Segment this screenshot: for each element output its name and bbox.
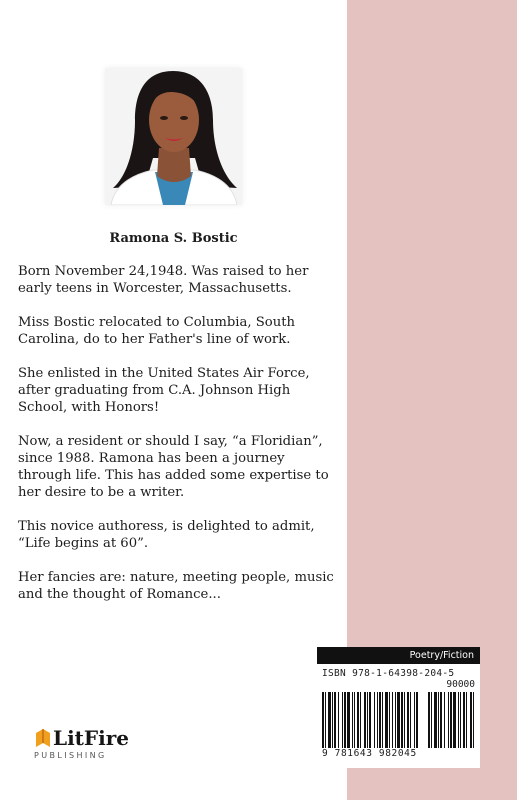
bio-paragraph: This novice authoress, is delighted to admit, “Life begins at 60”. xyxy=(18,519,315,551)
barcode-bars-icon xyxy=(322,692,475,748)
ean-number: 9 781643 982045 xyxy=(322,748,417,759)
publisher-subtitle: PUBLISHING xyxy=(34,751,107,760)
bio-paragraph: Her fancies are: nature, meeting people, music and the thought of Romance... xyxy=(18,570,334,602)
bio-paragraph: Miss Bostic relocated to Columbia, South Carolina, do to her Father's line of work. xyxy=(18,315,296,347)
author-photo xyxy=(105,68,242,205)
author-name: Ramona S. Bostic xyxy=(109,231,238,246)
bio-paragraph: Born November 24,1948. Was raised to her early teens in Worcester, Massachusetts. xyxy=(18,264,309,296)
author-bio xyxy=(18,263,340,620)
publisher-name: LitFire xyxy=(53,726,129,750)
publisher-logo xyxy=(34,727,144,765)
genre-label: Poetry/Fiction xyxy=(317,647,480,664)
bio-paragraph: She enlisted in the United States Air Force, after graduating from C.A. Johnson High School, with Honors! xyxy=(18,366,310,415)
book-flame-icon xyxy=(34,727,52,749)
isbn-number: ISBN 978-1-64398-204-5 xyxy=(322,668,455,679)
author-portrait-icon xyxy=(105,68,242,205)
isbn-barcode xyxy=(317,664,480,768)
bio-paragraph: Now, a resident or should I say, “a Floridian”, since 1988. Ramona has been a journey through life. This has added some expertise to her desire to be a writer. xyxy=(18,434,329,500)
price-addon: 90000 xyxy=(446,679,475,690)
